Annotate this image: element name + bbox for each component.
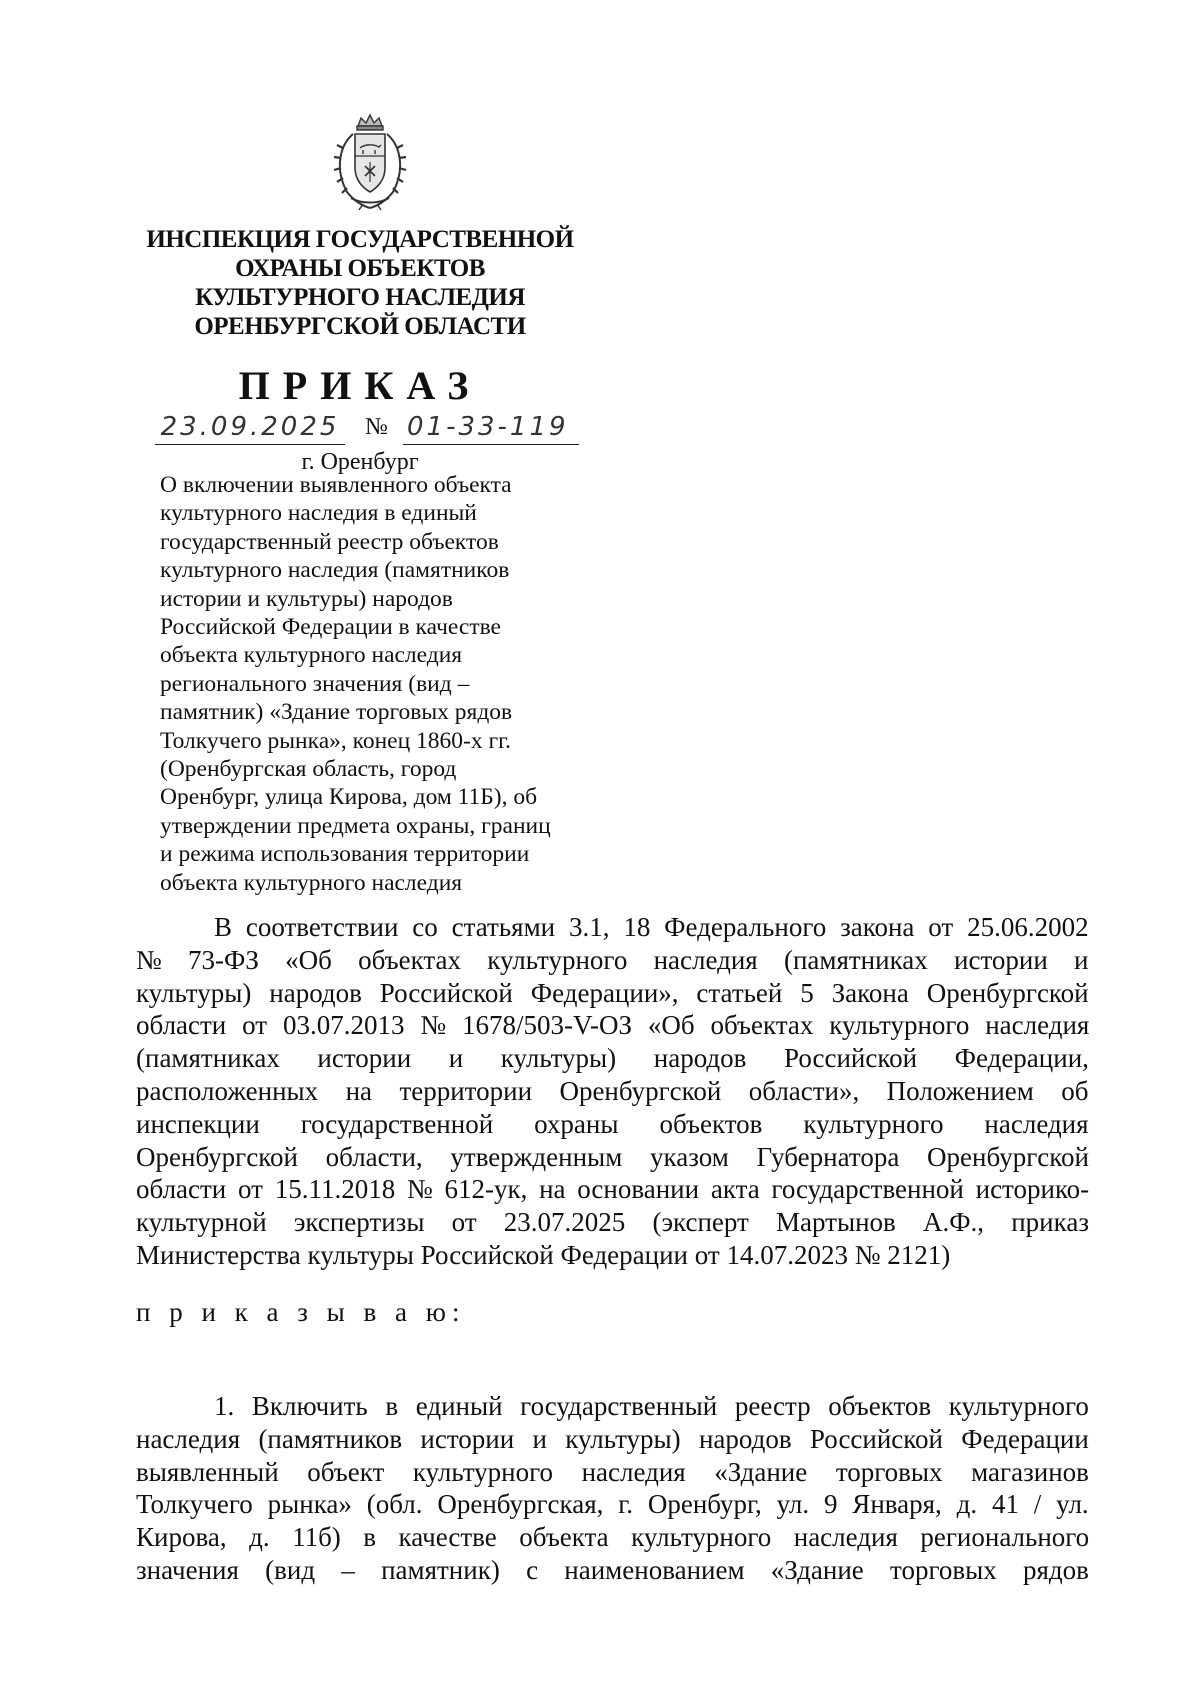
preamble-line: области от 03.07.2013 № 1678/503-V-ОЗ «Об объектах культурного наследия [136, 1010, 1090, 1041]
preamble-line: инспекции государственной охраны объектов культурного наследия [136, 1108, 1089, 1139]
preamble-line: Министерства культуры Российской Федерации от 14.07.2023 № 2121) [136, 1239, 951, 1270]
subject-line: Российской Федерации в качестве [160, 614, 501, 641]
preamble-line: расположенных на территории Оренбургской области», Положением об [136, 1075, 1089, 1106]
subject-line: О включении выявленного объекта [160, 472, 512, 498]
preamble-paragraph [136, 911, 1089, 1272]
preamble-line: Оренбургской области, утвержденным указом Губернатора Оренбургской [136, 1141, 1089, 1172]
order-item-1 [136, 1390, 1089, 1587]
subject-line: государственный реестр объектов [160, 528, 499, 555]
org-line: ОРЕНБУРГСКОЙ ОБЛАСТИ [194, 313, 526, 340]
preamble-line: № 73-ФЗ «Об объектах культурного наследия (памятниках истории и [136, 944, 1089, 975]
coat-of-arms-emblem [325, 112, 415, 212]
preamble-line: области от 15.11.2018 № 612-ук, на основании акта государственной историко- [136, 1174, 1090, 1205]
decree-word: п р и к а з ы в а ю: [136, 1297, 466, 1327]
preamble-line: В соответствии со статьями 3.1, 18 Федерального закона от 25.06.2002 [214, 912, 1089, 942]
item-line: выявленный объект культурного наследия «Здание торговых магазинов [136, 1456, 1089, 1487]
item-line: Толкучего рынка» (обл. Оренбургская, г. Оренбург, ул. 9 Января, д. 41 / ул. [136, 1489, 1089, 1520]
order-date: 23.09.2025 [155, 410, 345, 445]
subject-line: культурного наследия (памятников [160, 557, 510, 584]
item-line: значения (вид – памятник) с наименованием «Здание торговых рядов [136, 1554, 1089, 1585]
subject-line: и режима использования территории [160, 841, 530, 868]
subject-line: Оренбург, улица Кирова, дом 11Б), об [160, 784, 538, 811]
subject-line: (Оренбургская область, город [160, 756, 457, 783]
organization-name [140, 225, 580, 341]
subject-line: Толкучего рынка», конец 1860-х гг. [160, 727, 512, 754]
date-number-line [155, 410, 575, 446]
org-line: КУЛЬТУРНОГО НАСЛЕДИЯ [195, 284, 525, 311]
org-line: ОХРАНЫ ОБЪЕКТОВ [235, 255, 485, 282]
org-line: ИНСПЕКЦИЯ ГОСУДАРСТВЕННОЙ [146, 226, 574, 253]
subject-line: объекта культурного наследия [160, 869, 463, 896]
item-line: 1. Включить в единый государственный реестр объектов культурного [214, 1391, 1089, 1421]
document-type-title: ПРИКАЗ [238, 363, 482, 408]
item-line: наследия (памятников истории и культуры) народов Российской Федерации [136, 1423, 1089, 1454]
order-number: 01-33-119 [403, 410, 579, 445]
order-subject [160, 471, 580, 897]
subject-line: истории и культуры) народов [160, 585, 453, 612]
preamble-line: (памятниках истории и культуры) народов Российской Федерации, [136, 1043, 1089, 1074]
subject-line: памятник) «Здание торговых рядов [160, 699, 513, 726]
subject-line: культурного наследия в единый [160, 500, 477, 527]
preamble-line: культурной экспертизы от 23.07.2025 (эксперт Мартынов А.Ф., приказ [136, 1207, 1089, 1238]
city-name: г. Оренбург [301, 449, 419, 475]
subject-line: объекта культурного наследия [160, 642, 463, 669]
number-sign: № [365, 414, 388, 440]
subject-line: утверждении предмета охраны, границ [160, 812, 551, 839]
item-line: Кирова, д. 11б) в качестве объекта культурного наследия регионального [136, 1522, 1090, 1553]
subject-line: регионального значения (вид – [160, 670, 470, 697]
preamble-line: культуры) народов Российской Федерации», статьей 5 Закона Оренбургской [136, 977, 1089, 1008]
